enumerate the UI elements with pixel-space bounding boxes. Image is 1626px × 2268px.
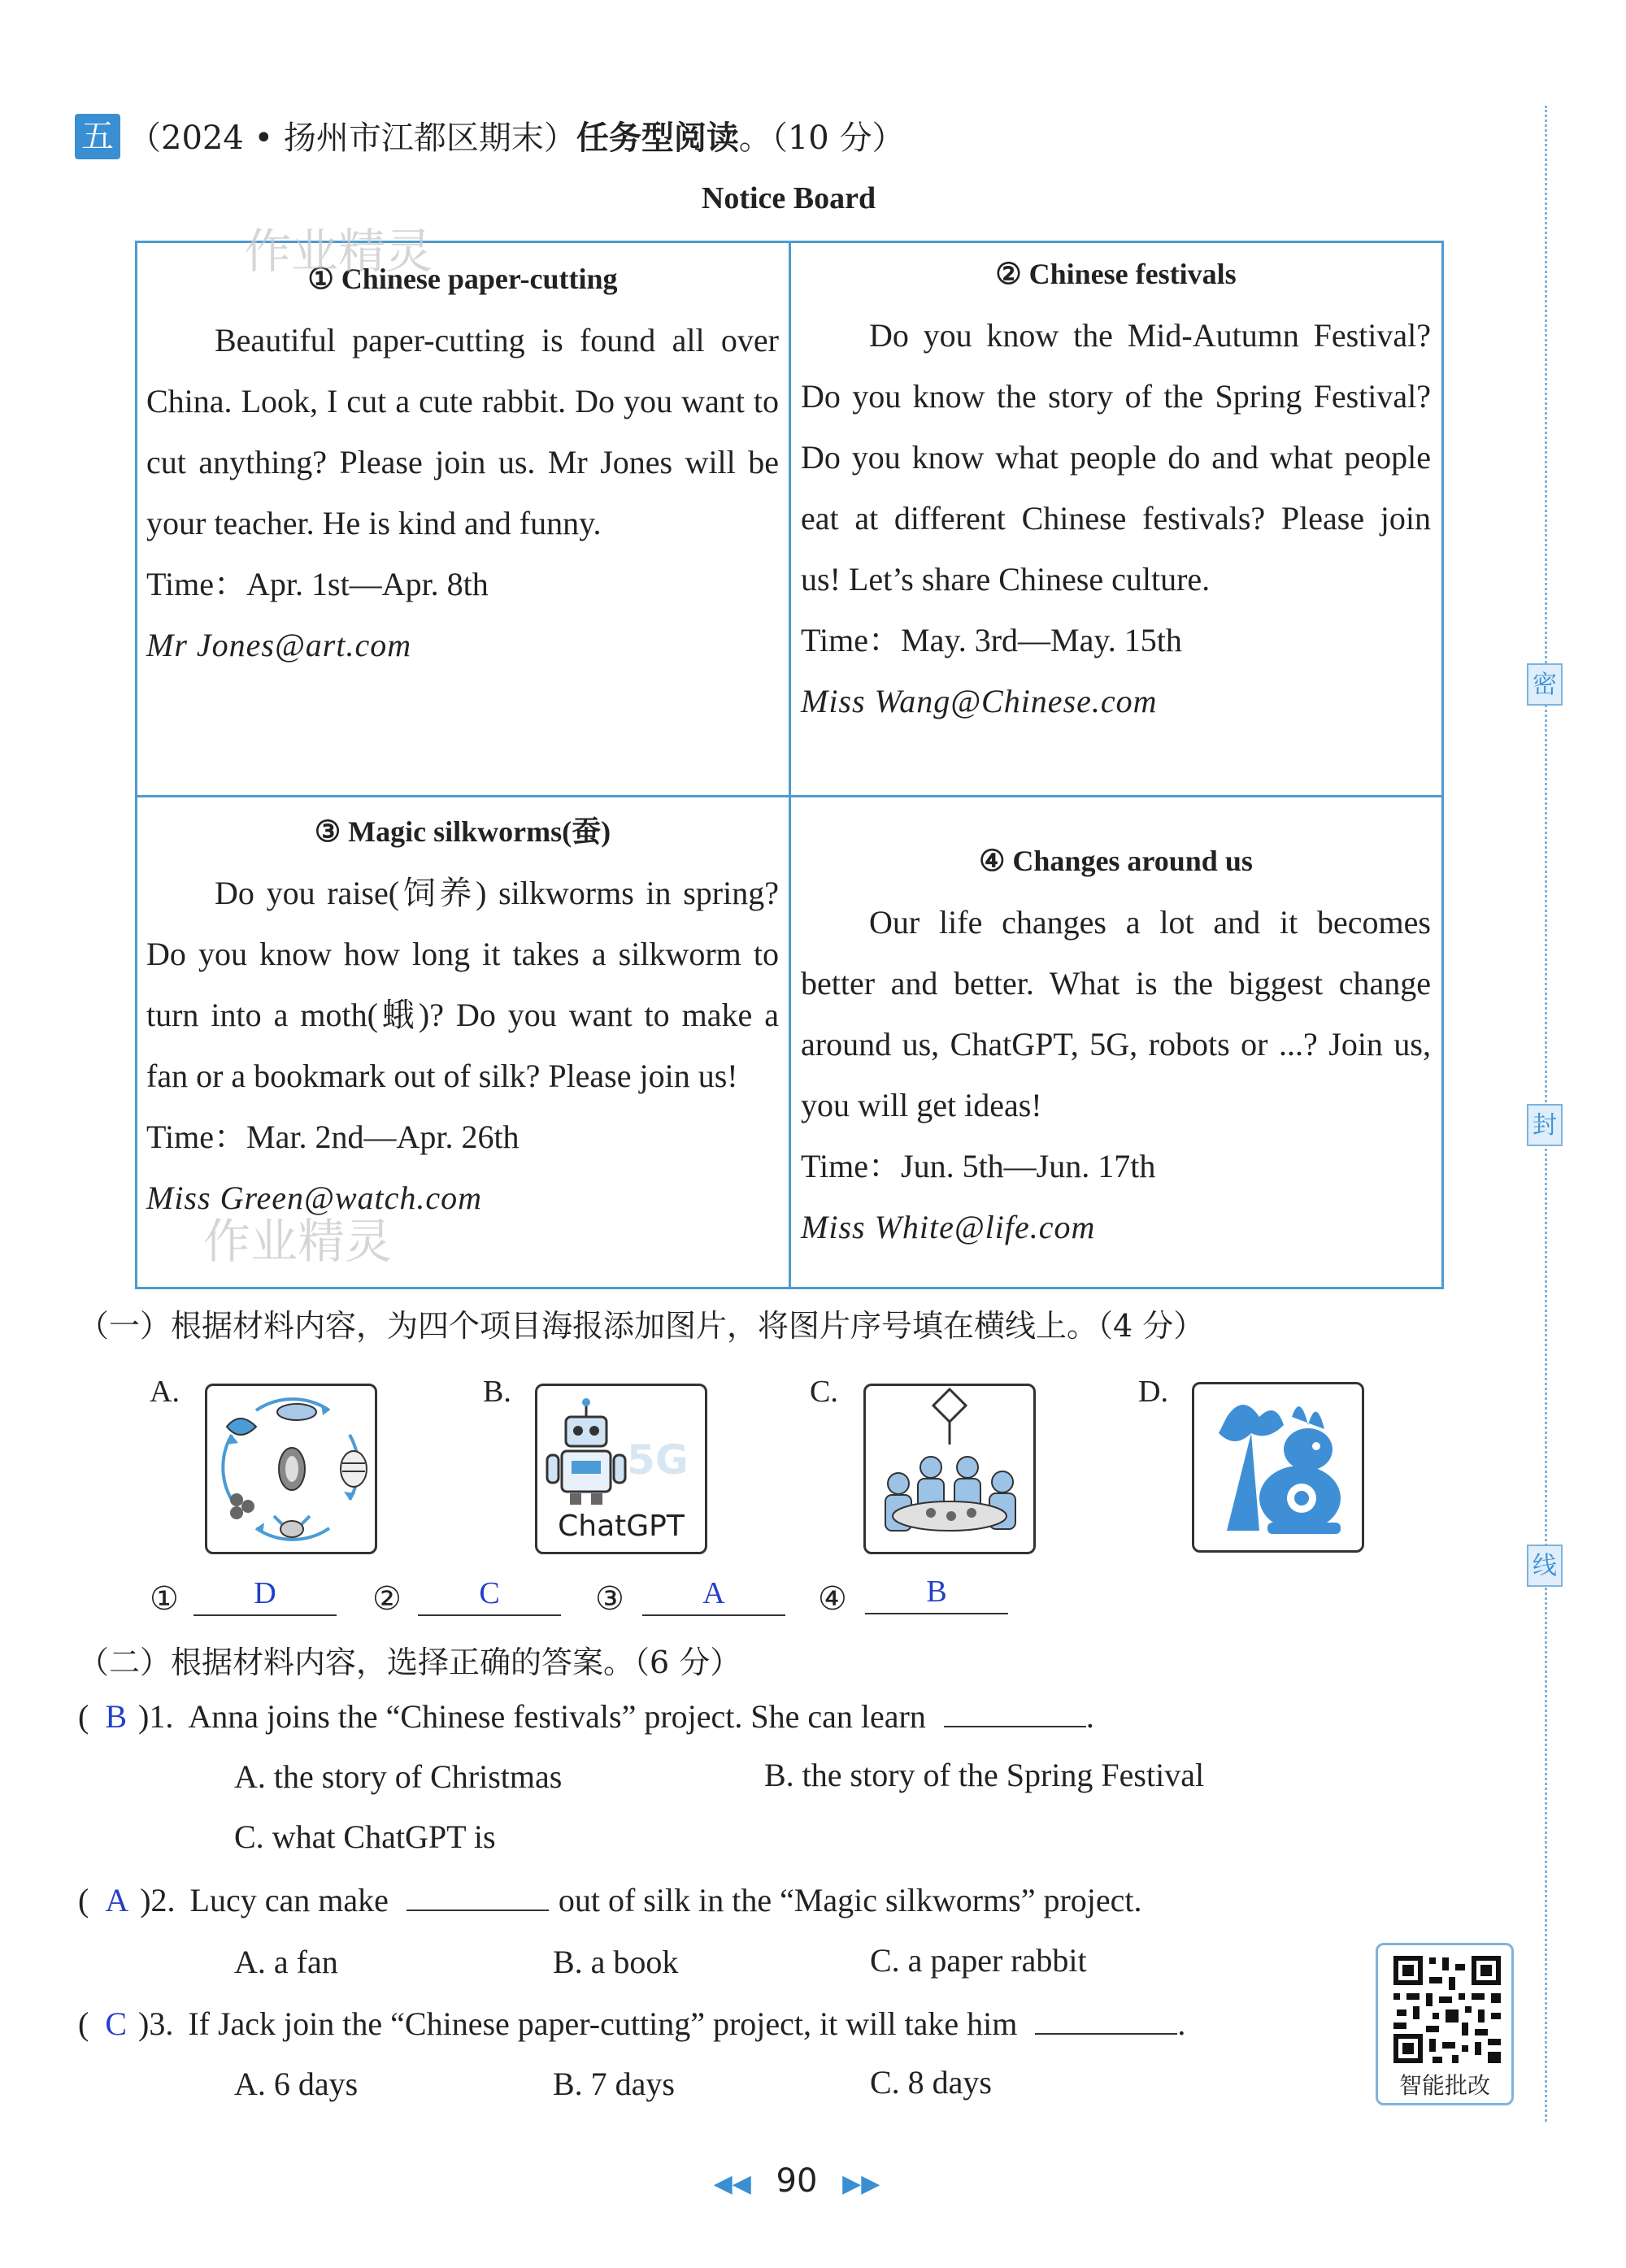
question-3-option-a: A. 6 days xyxy=(234,2066,359,2102)
answer-blank-1[interactable]: D xyxy=(193,1574,337,1616)
question-2-option-c: C. a paper rabbit xyxy=(870,1942,1087,1979)
notice-changes-around-us xyxy=(801,831,1431,1258)
notice-email: Miss Green@watch.com xyxy=(146,1180,483,1216)
picture-label-d: D. xyxy=(1138,1375,1168,1409)
next-arrows-icon: ▶▶ xyxy=(842,2170,880,2198)
blank-number-3: ③ xyxy=(595,1580,624,1618)
notice-time: Time：Jun. 5th—Jun. 17th xyxy=(801,1148,1156,1184)
notice-paper-cutting xyxy=(146,249,779,676)
question-stem-end: out of silk in the “Magic silkworms” project. xyxy=(558,1882,1142,1918)
page-footer xyxy=(0,2162,1593,2200)
answer-blank-4[interactable]: B xyxy=(865,1572,1008,1614)
prev-arrows-icon: ◀◀ xyxy=(713,2170,751,2198)
picture-d xyxy=(1192,1382,1364,1553)
blank-number-2: ② xyxy=(372,1580,402,1618)
notice-time: Time：May. 3rd—May. 15th xyxy=(801,622,1182,658)
binding-tag-line: 线 xyxy=(1527,1545,1563,1587)
answer-paren-open: ( xyxy=(78,2005,106,2042)
question-blank xyxy=(1035,2009,1177,2035)
notice-time: Time：Apr. 1st—Apr. 8th xyxy=(146,566,489,602)
question-3-option-b: B. 7 days xyxy=(553,2066,675,2102)
question-stem: Anna joins the “Chinese festivals” project. She can learn xyxy=(188,1698,926,1735)
question-stem-end: . xyxy=(1085,1698,1094,1735)
picture-label-b: B. xyxy=(483,1375,511,1409)
picture-label-c: C. xyxy=(810,1375,838,1409)
board-divider-vertical xyxy=(789,241,791,1289)
question-number: )1. xyxy=(138,1698,174,1735)
section-number-badge: 五 xyxy=(75,114,120,159)
question-answer[interactable]: C xyxy=(105,2005,128,2042)
notice-time: Time：Mar. 2nd—Apr. 26th xyxy=(146,1119,520,1155)
question-1-option-b: B. the story of the Spring Festival xyxy=(764,1757,1205,1793)
question-blank xyxy=(944,1701,1086,1727)
binding-tag-close: 封 xyxy=(1527,1104,1563,1146)
notice-heading: ② Chinese festivals xyxy=(995,258,1237,290)
5g-label: 5G xyxy=(627,1436,689,1484)
question-blank xyxy=(406,1885,549,1911)
question-answer[interactable]: B xyxy=(105,1698,128,1735)
question-1 xyxy=(78,1697,1094,1736)
notice-board-title: Notice Board xyxy=(701,181,876,215)
section-title xyxy=(128,112,904,159)
notice-body: Do you know the Mid-Autumn Festival? Do you know the story of the Spring Festival? Do you know what people do and what people eat at different Chinese festivals? Please join us! Let’s share Chinese culture. xyxy=(801,317,1431,597)
family-festival-dinner-icon xyxy=(866,1386,1033,1552)
section-task-type: 任务型阅读 xyxy=(576,119,739,157)
section-source: （2024 • 扬州市江都区期末） xyxy=(128,119,576,157)
notice-heading: ③ Magic silkworms(蚕) xyxy=(314,815,611,848)
chatgpt-label: ChatGPT xyxy=(558,1510,685,1543)
question-2-option-a: A. a fan xyxy=(234,1944,338,1980)
answer-blank-2[interactable]: C xyxy=(418,1574,561,1616)
blank-number-1: ① xyxy=(150,1580,179,1618)
notice-email: Miss White@life.com xyxy=(801,1209,1096,1245)
question-stem: If Jack join the “Chinese paper-cutting” project, it will take him xyxy=(188,2005,1018,2042)
notice-chinese-festivals xyxy=(801,244,1431,732)
question-number: )3. xyxy=(138,2005,174,2042)
paper-cut-rabbit-icon xyxy=(1194,1384,1362,1550)
qr-code-label: 智能批改 xyxy=(1398,2072,1490,2099)
qr-code-icon[interactable] xyxy=(1380,1948,1514,2070)
notice-body: Beautiful paper-cutting is found all over China. Look, I cut a cute rabbit. Do you want to cut anything? Please join us. Mr Jones will be your teacher. He is kind and funny. xyxy=(146,322,779,541)
silkworm-lifecycle-icon xyxy=(207,1386,375,1552)
question-1-option-c: C. what ChatGPT is xyxy=(234,1818,496,1855)
blank-number-4: ④ xyxy=(818,1580,847,1618)
binding-tag-seal: 密 xyxy=(1527,663,1563,706)
section-score: 。（10 分） xyxy=(738,119,905,157)
question-answer[interactable]: A xyxy=(105,1882,129,1918)
question-stem-end: . xyxy=(1177,2005,1186,2042)
notice-body: Do you raise(饲养) silkworms in spring? Do you know how long it takes a silkworm to turn into a moth(蛾)? Do you want to make a fan or a bookmark out of silk? Please join us! xyxy=(146,875,779,1094)
question-2-option-b: B. a book xyxy=(553,1944,679,1980)
answer-blank-3[interactable]: A xyxy=(642,1574,785,1616)
notice-heading: ④ Changes around us xyxy=(979,845,1253,877)
notice-heading: ① Chinese paper-cutting xyxy=(307,263,618,295)
watermark: 作业精灵 xyxy=(244,224,433,279)
answer-paren-open: ( xyxy=(78,1882,106,1918)
part1-instruction: （一）根据材料内容，为四个项目海报添加图片，将图片序号填在横线上。（4 分） xyxy=(78,1308,1205,1344)
notice-body: Our life changes a lot and it becomes better and better. What is the biggest change around us, ChatGPT, 5G, robots or ...? Join us, you will get ideas! xyxy=(801,904,1431,1123)
notice-email: Miss Wang@Chinese.com xyxy=(801,683,1158,719)
watermark: 作业精灵 xyxy=(203,1214,393,1269)
question-stem: Lucy can make xyxy=(189,1882,389,1918)
notice-magic-silkworms xyxy=(146,802,779,1228)
page-number: 90 xyxy=(776,2162,818,2200)
board-divider-horizontal xyxy=(135,795,1444,797)
part2-instruction: （二）根据材料内容，选择正确的答案。（6 分） xyxy=(78,1645,741,1680)
question-3-option-c: C. 8 days xyxy=(870,2064,992,2101)
picture-label-a: A. xyxy=(150,1375,180,1409)
picture-a xyxy=(205,1384,377,1554)
picture-c xyxy=(863,1384,1036,1554)
picture-b xyxy=(535,1384,707,1554)
question-1-option-a: A. the story of Christmas xyxy=(234,1758,563,1795)
question-2 xyxy=(78,1881,1142,1919)
question-3 xyxy=(78,2005,1185,2043)
answer-paren-open: ( xyxy=(78,1698,106,1735)
notice-email: Mr Jones@art.com xyxy=(146,627,412,663)
question-number: )2. xyxy=(140,1882,176,1918)
